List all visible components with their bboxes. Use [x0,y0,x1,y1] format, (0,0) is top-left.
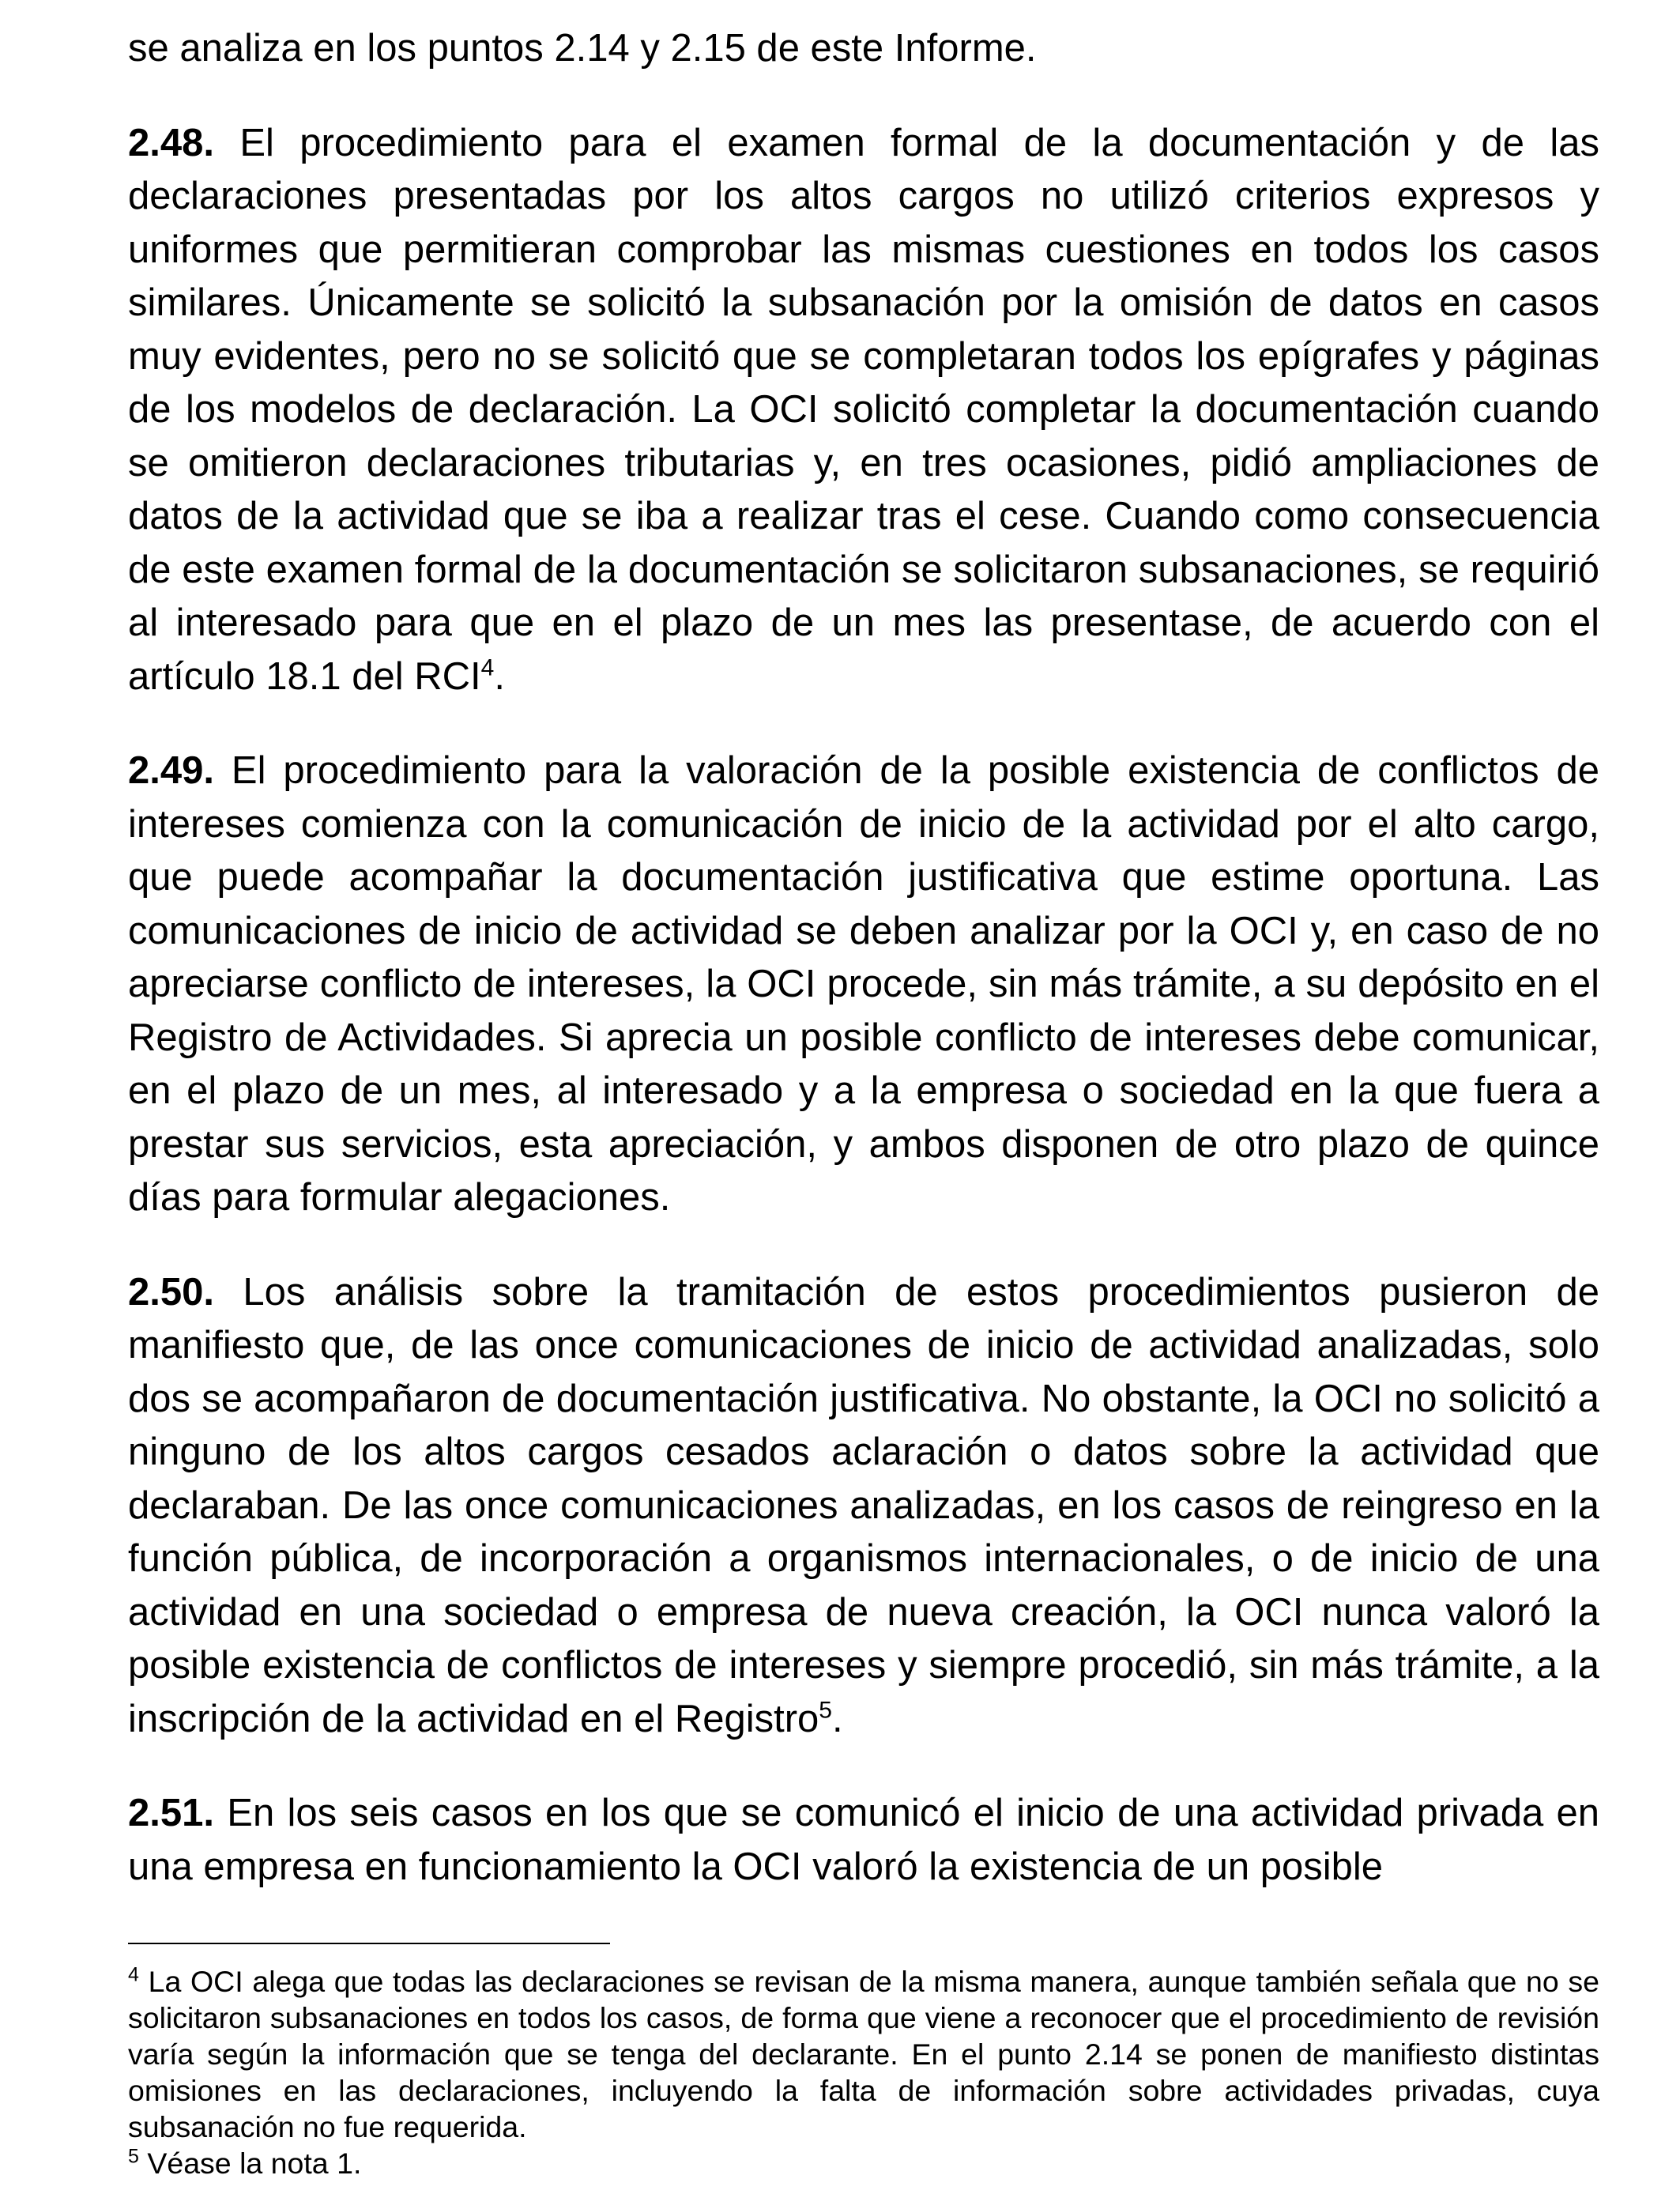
paragraph-text: El procedimiento para el examen formal de la documentación y de las declaraciones presentadas por los altos cargos no utilizó criterios expresos y uniformes que permitieran comprobar las mismas cuestiones en todos los casos similares. Únicamente se solicitó la subsanación por la omisión de datos en casos muy evidentes, pero no se solicitó que se completaran todos los epígrafes y páginas de los modelos de declaración. La OCI solicitó completar la documentación cuando se omitieron declaraciones tributarias y, en tres ocasiones, pidió ampliaciones de datos de la actividad que se iba a realizar tras el cese. Cuando como consecuencia de este examen formal de la documentación se solicitaron subsanaciones, se requirió al interesado para que en el plazo de un mes las presentase, de acuerdo con el artículo 18.1 del RCI [128,121,1599,698]
footnote-4 [128,1963,1599,2145]
paragraph-number: 2.49. [128,749,214,792]
paragraph-tail: . [831,1697,843,1740]
paragraph-tail: . [494,654,505,698]
footnote-5 [128,2145,1599,2181]
paragraph-text: se analiza en los puntos 2.14 y 2.15 de este Informe. [128,27,1037,70]
footnote-reference-4[interactable]: 4 [480,654,495,681]
footnotes [128,1963,1599,2181]
paragraph-number: 2.50. [128,1270,214,1314]
paragraph-text: En los seis casos en los que se comunicó el inicio de una actividad privada en una empresa en funcionamiento la OCI valoró la existencia de un posible [128,1792,1600,1888]
paragraph-2-51 [128,1787,1599,1894]
paragraph-number: 2.51. [128,1792,214,1834]
footnote-marker: 5 [128,2145,139,2168]
paragraph-2-50 [128,1266,1599,1747]
paragraph-text: Los análisis sobre la tramitación de estos procedimientos pusieron de manifiesto que, de las once comunicaciones de inicio de actividad analizadas, solo dos se acompañaron de documentación justificativa. No obstante, la OCI no solicitó a ninguno de los altos cargos cesados aclaración o datos sobre la actividad que declaraban. De las once comunicaciones analizadas, en los casos de reingreso en la función pública, de incorporación a organismos internacionales, o de inicio de una actividad en una sociedad o empresa de nueva creación, la OCI nunca valoró la posible existencia de conflictos de intereses y siempre procedió, sin más trámite, a la inscripción de la actividad en el Registro [128,1270,1599,1740]
paragraph-continuation [128,22,1599,76]
document-body [128,22,1599,1894]
paragraph-text: El procedimiento para la valoración de la posible existencia de conflictos de intereses comienza con la comunicación de inicio de la actividad por el alto cargo, que puede acompañar la documentación justificativa que estime oportuna. Las comunicaciones de inicio de actividad se deben analizar por la OCI y, en caso de no apreciarse conflicto de intereses, la OCI procede, sin más trámite, a su depósito en el Registro de Actividades. Si aprecia un posible conflicto de intereses debe comunicar, en el plazo de un mes, al interesado y a la empresa o sociedad en la que fuera a prestar sus servicios, esta apreciación, y ambos disponen de otro plazo de quince días para formular alegaciones. [128,749,1599,1219]
paragraph-2-48 [128,117,1599,704]
footnote-separator [128,1943,610,1944]
footnote-marker: 4 [128,1963,139,1986]
paragraph-number: 2.48. [128,121,214,164]
footnote-text: Véase la nota 1. [147,2147,362,2180]
paragraph-2-49 [128,745,1599,1225]
footnote-text: La OCI alega que todas las declaraciones se revisan de la misma manera, aunque también señala que no se solicitaron subsanaciones en todos los casos, de forma que viene a reconocer que el procedimiento de revisión varía según la información que se tenga del declarante. En el punto 2.14 se ponen de manifiesto distintas omisiones en las declaraciones, incluyendo la falta de información sobre actividades privadas, cuya subsanación no fue requerida. [128,1965,1599,2143]
footnote-reference-5[interactable]: 5 [819,1697,832,1724]
